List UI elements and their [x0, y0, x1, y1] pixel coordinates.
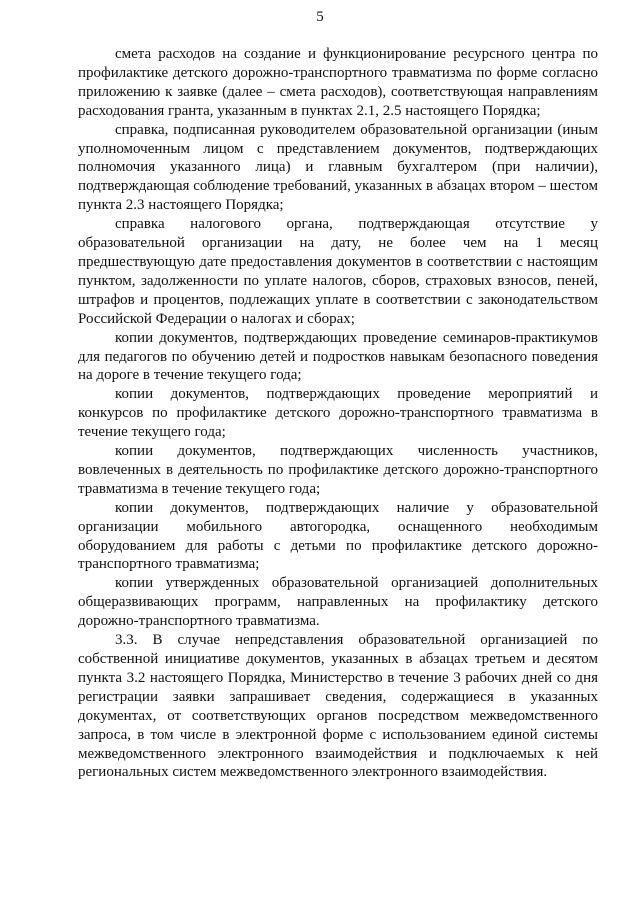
paragraph-program-copies: копии утвержденных образовательной организацией дополнительных общеразвивающих программ, направленных на профилактику детского дорожно-транспортного травматизма. — [78, 575, 598, 630]
paragraph-mobile-autotown-documents: копии документов, подтверждающих наличие у образовательной организации мобильного автогородка, оснащенного необходимым оборудованием для работы с детьми по профилактике детского дорожно-транспортного травматизма; — [78, 499, 598, 573]
paragraph-seminar-documents: копии документов, подтверждающих проведение семинаров-практикумов для педагогов по обучению детей и подростков навыкам безопасного поведения на дороге в течение текущего года; — [78, 329, 598, 384]
paragraph-event-documents: копии документов, подтверждающих проведение мероприятий и конкурсов по профилактике детского дорожно-транспортного травматизма в течение текущего года; — [78, 386, 598, 441]
paragraph-tax-certificate: справка налогового органа, подтверждающая отсутствие у образовательной организации на дату, не более чем на 1 месяц предшествующую дате предоставления документов в соответствии с настоящим пунктом, задолженности по уплате налогов, сборов, страховых взносов, пеней, штрафов и процентов, подлежащих уплате в соответствии с законодательством Российской Федерации о налогах и сборах; — [78, 216, 598, 327]
page-number: 5 — [316, 9, 324, 25]
paragraph-signed-certificate: справка, подписанная руководителем образовательной организации (иным уполномоченным лицом с представлением документов, подтверждающих полномочия указанного лица) и главным бухгалтером (при наличии), подтверждающая соблюдение требований, указанных в абзацах втором – шестом пункта 2.3 настоящего Порядка; — [78, 121, 598, 214]
paragraph-section-3-3: 3.3. В случае непредставления образовательной организацией по собственной инициативе документов, указанных в абзацах третьем и десятом пункта 3.2 настоящего Порядка, Министерство в течение 3 рабочих дней со дня регистрации заявки запрашивает сведения, содержащиеся в указанных документах, от соответствующих органов посредством межведомственного запроса, в том числе в электронной форме с использованием единой системы межведомственного электронного взаимодействия и подключаемых к ней региональных систем межведомственного электронного взаимодействия. — [78, 632, 598, 781]
paragraph-expense-estimate: смета расходов на создание и функционирование ресурсного центра по профилактике детского дорожно-транспортного травматизма по форме согласно приложению к заявке (далее – смета расходов), соответствующая направлениям расходования гранта, указанным в пунктах 2.1, 2.5 настоящего Порядка; — [78, 46, 598, 119]
paragraph-participant-documents: копии документов, подтверждающих численность участников, вовлеченных в деятельность по профилактике детского дорожно-транспортного травматизма в течение текущего года; — [78, 443, 598, 497]
document-body — [78, 45, 598, 782]
